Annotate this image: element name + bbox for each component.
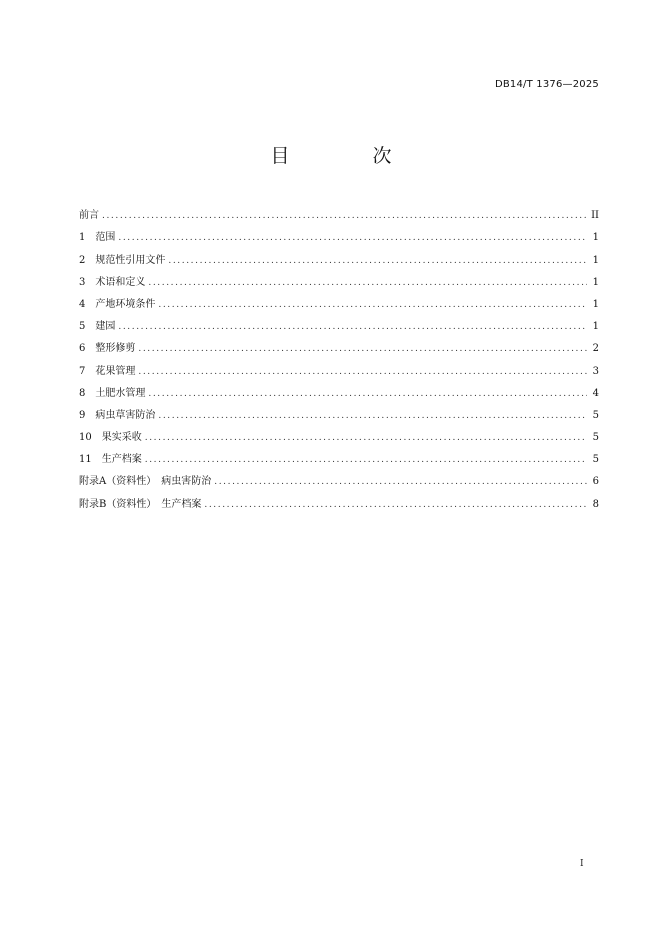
toc-entry-production-records[interactable] — [79, 445, 599, 467]
page-number: I — [580, 859, 584, 869]
toc-leader-dots — [118, 320, 587, 334]
toc-leader-dots — [138, 365, 587, 379]
toc-entry-label: 3 术语和定义 — [79, 276, 146, 288]
toc-entry-page: 1 — [592, 321, 599, 333]
toc-leader-dots — [158, 298, 587, 312]
toc-entry-label: 附录B（资料性） 生产档案 — [79, 498, 202, 510]
toc-leader-dots — [204, 498, 587, 512]
toc-entry-scope[interactable] — [79, 223, 599, 245]
toc-title: 目 次 — [270, 145, 424, 167]
toc-entry-page: 1 — [592, 276, 599, 288]
toc-entry-label: 附录A（资料性） 病虫害防治 — [79, 476, 212, 488]
toc-entry-label: 6 整形修剪 — [79, 343, 136, 355]
toc-entry-label: 9 病虫草害防治 — [79, 409, 156, 421]
toc-entry-label: 11 生产档案 — [79, 454, 142, 466]
toc-entry-page: 1 — [592, 254, 599, 266]
toc-leader-dots — [148, 387, 587, 401]
toc-entry-appendix-a[interactable] — [79, 467, 599, 489]
toc-entry-label: 1 范围 — [79, 232, 116, 244]
toc-entry-harvest[interactable] — [79, 423, 599, 445]
toc-leader-dots — [158, 409, 587, 423]
toc-entry-page: 5 — [592, 409, 599, 421]
toc-leader-dots — [168, 254, 587, 268]
toc-entry-pest-control[interactable] — [79, 401, 599, 423]
toc-entry-label: 前言 — [79, 210, 99, 222]
toc-leader-dots — [145, 453, 587, 467]
toc-entry-page: 2 — [592, 343, 599, 355]
toc-leader-dots — [118, 231, 587, 245]
toc-leader-dots — [214, 475, 587, 489]
toc-entry-flower-fruit[interactable] — [79, 356, 599, 378]
toc-entry-label: 2 规范性引用文件 — [79, 254, 166, 266]
toc-entry-page: 4 — [592, 387, 599, 399]
toc-leader-dots — [102, 209, 587, 223]
toc-entry-normative-references[interactable] — [79, 245, 599, 267]
toc-entry-page: 1 — [592, 298, 599, 310]
toc-entry-page: 1 — [592, 232, 599, 244]
toc-entry-foreword[interactable] — [79, 201, 599, 223]
toc-entry-appendix-b[interactable] — [79, 489, 599, 511]
toc-entry-label: 5 建园 — [79, 321, 116, 333]
toc-entry-pruning[interactable] — [79, 334, 599, 356]
toc-entry-terms-definitions[interactable] — [79, 268, 599, 290]
toc-entry-page: 5 — [592, 432, 599, 444]
toc-entry-environment[interactable] — [79, 290, 599, 312]
table-of-contents — [79, 201, 599, 512]
toc-leader-dots — [138, 342, 587, 356]
toc-entry-page: 6 — [592, 476, 599, 488]
toc-entry-label: 7 花果管理 — [79, 365, 136, 377]
toc-leader-dots — [148, 276, 587, 290]
document-code: DB14/T 1376—2025 — [494, 79, 599, 90]
toc-entry-soil-fertilizer-water[interactable] — [79, 379, 599, 401]
toc-entry-page: 8 — [592, 498, 599, 510]
toc-entry-orchard-establishment[interactable] — [79, 312, 599, 334]
toc-entry-label: 4 产地环境条件 — [79, 298, 156, 310]
toc-entry-label: 10 果实采收 — [79, 432, 142, 444]
toc-leader-dots — [145, 431, 587, 445]
toc-entry-page: 5 — [592, 454, 599, 466]
toc-entry-label: 8 土肥水管理 — [79, 387, 146, 399]
toc-entry-page: II — [591, 210, 599, 222]
toc-entry-page: 3 — [592, 365, 599, 377]
